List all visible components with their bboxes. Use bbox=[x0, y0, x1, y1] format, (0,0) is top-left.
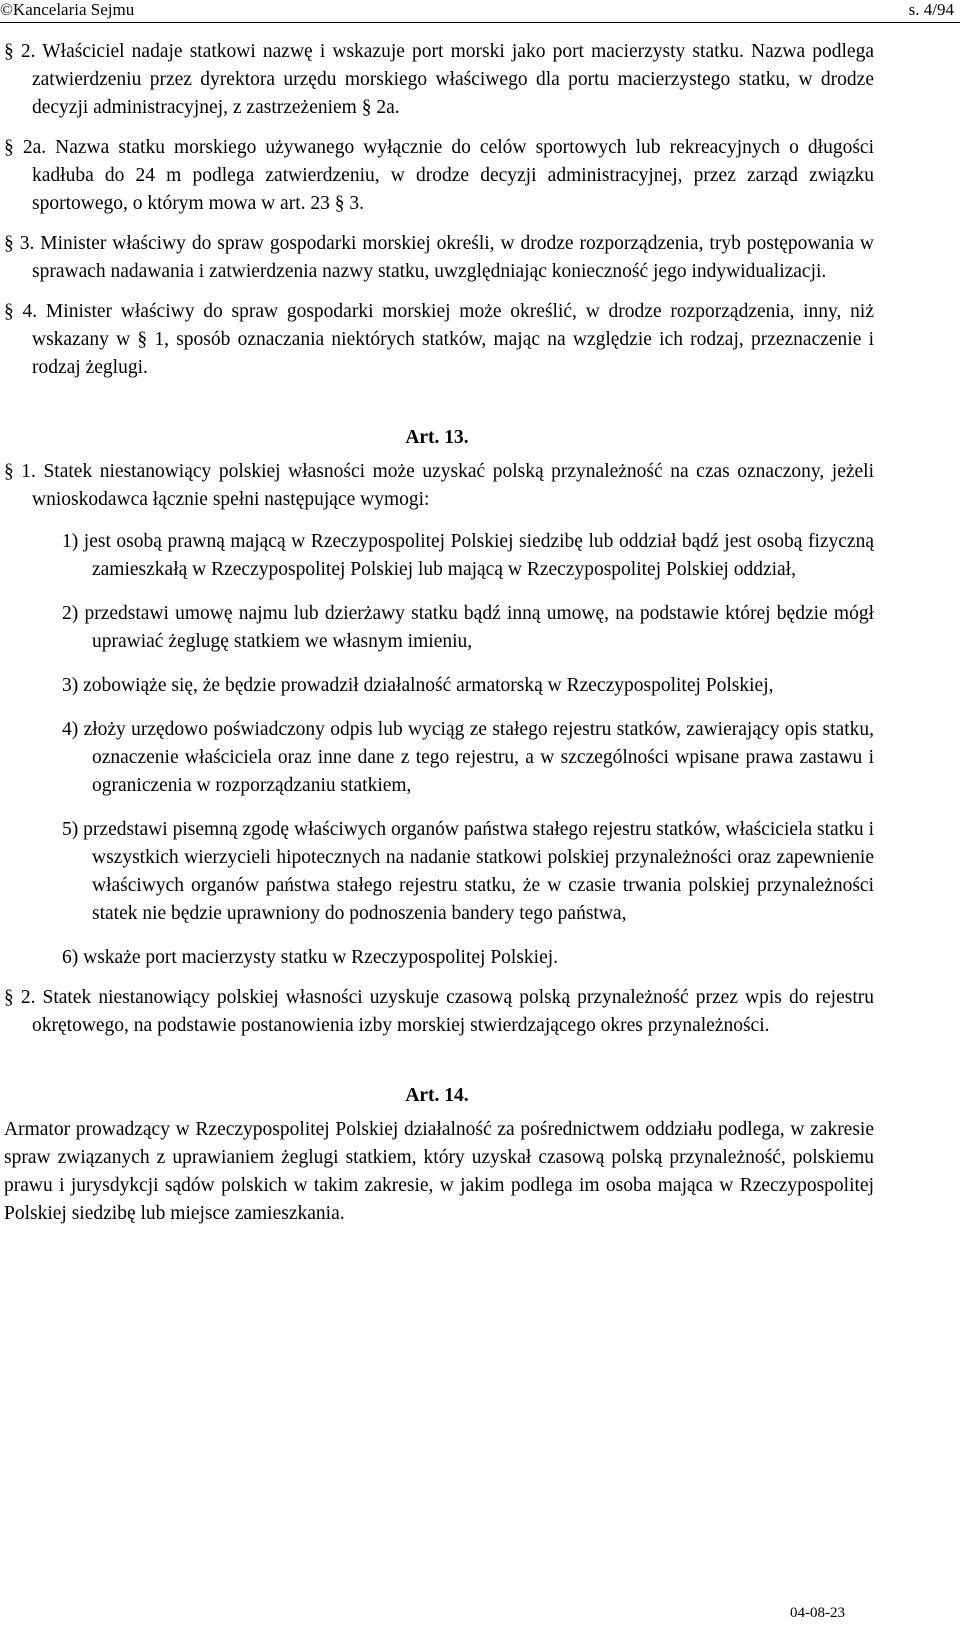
article-13-paragraph-1: § 1. Statek niestanowiący polskiej własności może uzyskać polską przynależność na czas oznaczony, jeżeli wnioskodawca łącznie spełni następujące wymogi: bbox=[4, 461, 874, 510]
article-13-item-1: 1) jest osobą prawną mającą w Rzeczypospolitej Polskiej siedzibę lub oddział bądź jest osobą fizyczną zamieszkałą w Rzeczypospolitej Polskiej lub mającą w Rzeczypospolitej Polskiej oddział, bbox=[62, 531, 874, 580]
document-body bbox=[0, 38, 874, 1228]
paragraph-2a: § 2a. Nazwa statku morskiego używanego wyłącznie do celów sportowych lub rekreacyjnych o długości kadłuba do 24 m podlega zatwierdzeniu, w drodze decyzji administracyjnej, przez zarząd związku sportowego, o którym mowa w art. 23 § 3. bbox=[4, 137, 874, 214]
paragraph-2: § 2. Właściciel nadaje statkowi nazwę i wskazuje port morski jako port macierzysty statku. Nazwa podlega zatwierdzeniu przez dyrektora urzędu morskiego właściwego dla portu macierzystego statku, w drodze decyzji administracyjnej, z zastrzeżeniem § 2a. bbox=[4, 41, 874, 118]
paragraph-3: § 3. Minister właściwy do spraw gospodarki morskiej określi, w drodze rozporządzenia, tryb postępowania w sprawach nadawania i zatwierdzenia nazwy statku, uwzględniając konieczność jego indywidualizacji. bbox=[4, 233, 874, 282]
paragraph-4: § 4. Minister właściwy do spraw gospodarki morskiej może określić, w drodze rozporządzenia, inny, niż wskazany w § 1, sposób oznaczania niektórych statków, mając na względzie ich rodzaj, przeznaczenie i rodzaj żeglugi. bbox=[4, 301, 874, 378]
footer-date: 04-08-23 bbox=[790, 1605, 845, 1621]
article-13-title: Art. 13. bbox=[405, 427, 469, 448]
article-13-item-3: 3) zobowiąże się, że będzie prowadził działalność armatorską w Rzeczypospolitej Polskiej, bbox=[62, 675, 774, 696]
article-13-item-5: 5) przedstawi pisemną zgodę właściwych organów państwa stałego rejestru statków, właściciela statku i wszystkich wierzycieli hipotecznych na nadanie statkowi polskiej przynależności oraz zapewnienie właściwych organów państwa stałego rejestru statku, że w czasie trwania polskiej przynależności statek nie będzie uprawniony do podnoszenia bandery tego państwa, bbox=[62, 819, 874, 924]
article-13-item-4: 4) złoży urzędowo poświadczony odpis lub wyciąg ze stałego rejestru statków, zawierający opis statku, oznaczenie właściciela oraz inne dane z tego rejestru, a w szczególności wpisane prawa zastawu i ograniczenia w rozporządzaniu statkiem, bbox=[62, 719, 874, 796]
article-14-text: Armator prowadzący w Rzeczypospolitej Polskiej działalność za pośrednictwem oddziału podlega, w zakresie spraw związanych z uprawianiem żeglugi statkiem, który uzyskał czasową polską przynależność, polskiemu prawu i jurysdykcji sądów polskich w takim zakresie, w jakim podlega im osoba mająca w Rzeczypospolitej Polskiej siedzibę lub miejsce zamieszkania. bbox=[4, 1119, 874, 1224]
article-13-item-2: 2) przedstawi umowę najmu lub dzierżawy statku bądź inną umowę, na podstawie której będzie mógł uprawiać żeglugę statkiem we własnym imieniu, bbox=[62, 603, 874, 652]
article-14-title: Art. 14. bbox=[405, 1085, 469, 1106]
article-13-paragraph-2: § 2. Statek niestanowiący polskiej własności uzyskuje czasową polską przynależność przez wpis do rejestru okrętowego, na podstawie postanowienia izby morskiej stwierdzającego okres przynależności. bbox=[4, 987, 874, 1036]
header-page-number: s. 4/94 bbox=[908, 0, 954, 19]
article-13-item-6: 6) wskaże port macierzysty statku w Rzeczypospolitej Polskiej. bbox=[62, 947, 559, 968]
page-header bbox=[0, 0, 960, 23]
header-source: ©Kancelaria Sejmu bbox=[0, 0, 135, 19]
